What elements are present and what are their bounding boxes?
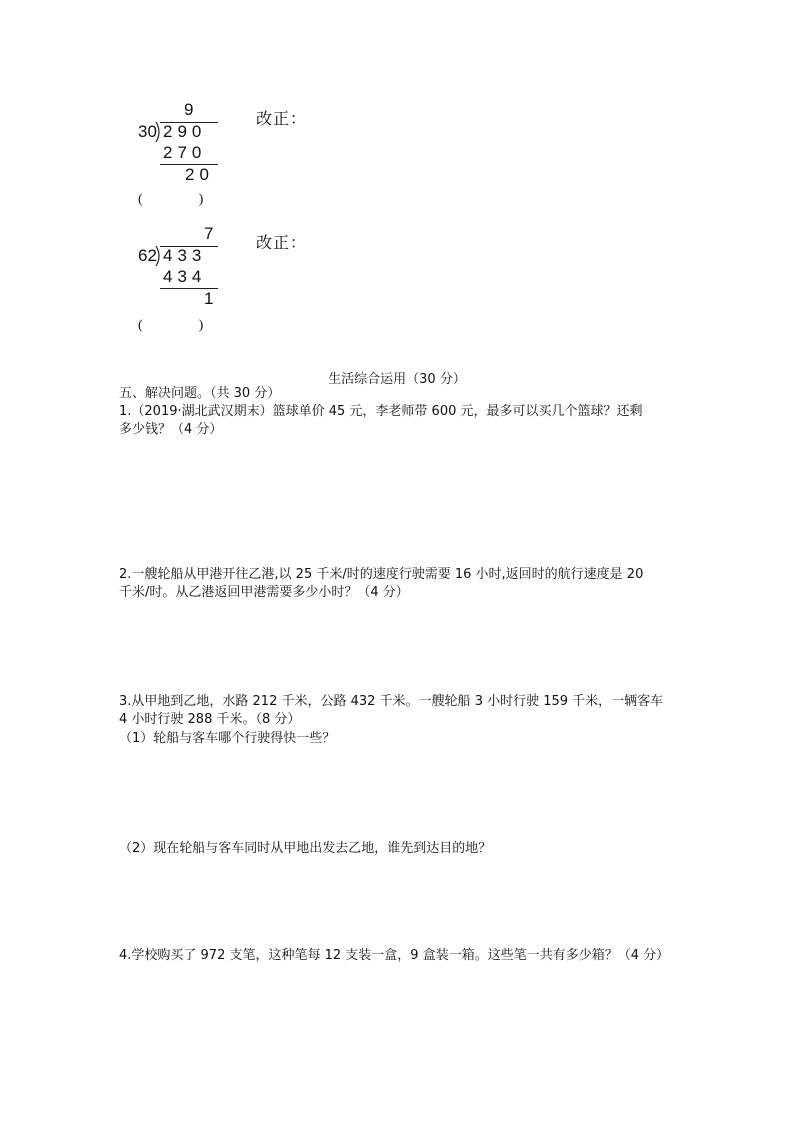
division-bracket: [155, 122, 163, 142]
problem-3-sub-1: （1）轮船与客车哪个行驶得快一些？: [119, 731, 336, 746]
problem-3-line-2: 4 小时行驶 288 千米。（8 分）: [119, 712, 301, 727]
remainder: 1: [204, 289, 219, 308]
correction-label-1: 改正：: [256, 109, 308, 128]
dividend: 290: [163, 122, 207, 141]
quotient: 9: [184, 100, 199, 119]
problem-3-sub-2: （2）现在轮船与客车同时从甲地出发去乙地，谁先到达目的地？: [119, 841, 492, 856]
dividend: 433: [163, 246, 207, 265]
section-title: 生活综合运用（30 分）: [328, 372, 466, 387]
problem-1-line-2: 多少钱？（4 分）: [119, 422, 223, 437]
long-division-2: [138, 224, 258, 334]
product: 270: [163, 143, 207, 162]
answer-parentheses: ( ): [138, 318, 204, 333]
problem-3-line-1: 3.从甲地到乙地，水路 212 千米，公路 432 千米。一艘轮船 3 小时行驶 159 千米，一辆客车: [119, 694, 664, 709]
problem-2-line-1: 2.一艘轮船从甲港开往乙港,以 25 千米/时的速度行驶需要 16 小时,返回时的航行速度是 20: [119, 567, 644, 582]
problem-1-line-1: 1.（2019·湖北武汉期末）篮球单价 45 元，李老师带 600 元，最多可以买几个篮球？还剩: [119, 404, 643, 419]
division-bracket: [155, 246, 163, 266]
product: 434: [163, 267, 207, 286]
correction-label-2: 改正：: [256, 233, 308, 252]
long-division-1: [138, 100, 258, 210]
divisor: 62: [138, 246, 157, 265]
answer-parentheses: ( ): [138, 192, 204, 207]
quotient: 7: [204, 224, 219, 243]
divisor: 30: [138, 122, 157, 141]
section-heading: 五、解决问题。（共 30 分）: [119, 386, 281, 401]
problem-4-line-1: 4.学校购买了 972 支笔，这种笔每 12 支装一盒，9 盒装一箱。这些笔一共有多少箱？（4 分）: [119, 948, 670, 963]
remainder: 20: [185, 165, 214, 184]
problem-2-line-2: 千米/时。从乙港返回甲港需要多少小时？（4 分）: [119, 585, 409, 600]
